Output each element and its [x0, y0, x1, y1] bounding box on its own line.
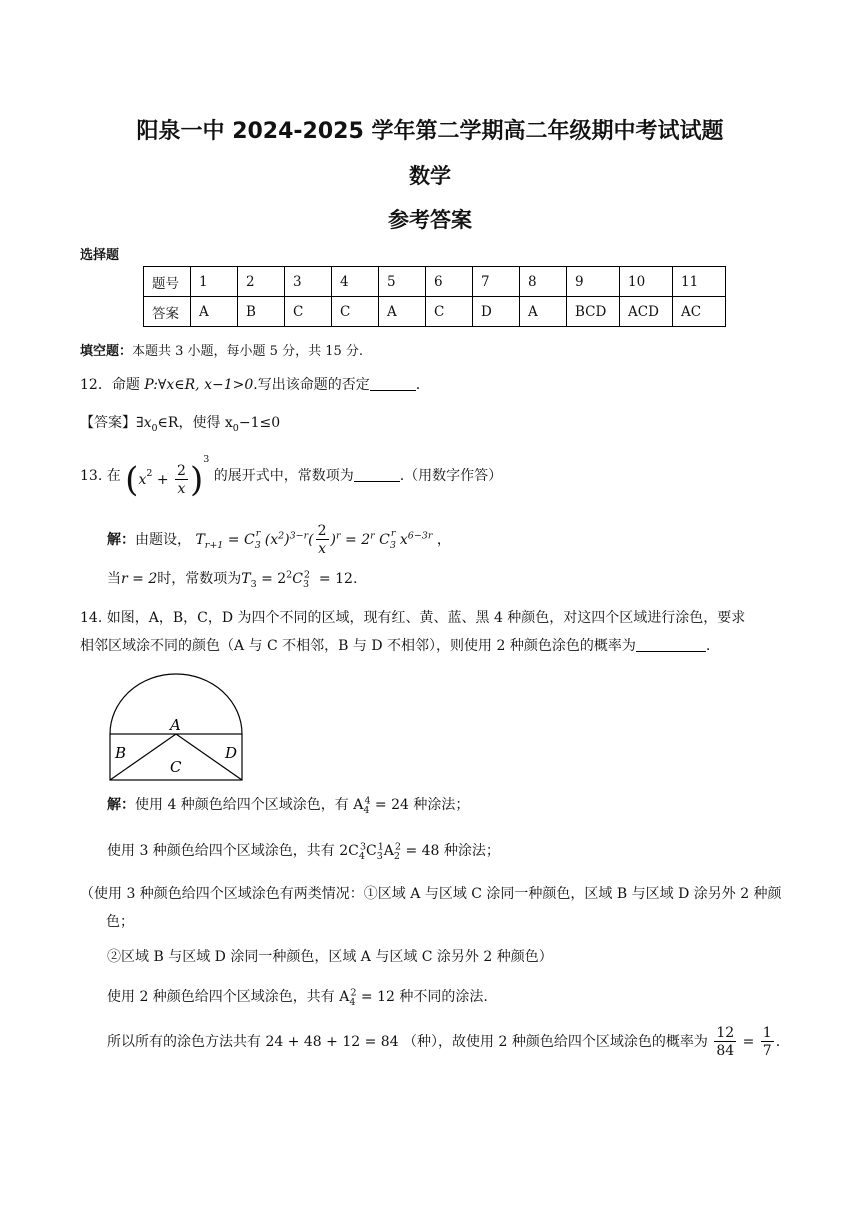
q13-solution-line-2: 当r = 2时，常数项为$T_3 = 2^2C_3^2 = 12$.: [107, 569, 358, 590]
question-12: [80, 374, 420, 394]
table-cell: A: [520, 297, 567, 327]
table-cell: 11: [673, 267, 726, 297]
q12-answer: 【答案】$\exists x_0\in R$，使得 $x_0-1\le 0$: [80, 415, 281, 434]
q13-stem-mid: 的展开式中，常数项为: [213, 468, 354, 484]
q13-r-value: r = 2: [121, 571, 158, 587]
q14-solution-label: 解：: [107, 797, 135, 813]
probability-fraction-raw: $\frac{12}{84}$: [716, 1025, 735, 1059]
question-14: [80, 604, 785, 660]
q12-proposition: P:∀x∈R, x−1>0: [144, 377, 254, 393]
q14-solution-1-text: 使用 4 种颜色给四个区域涂色，有: [135, 797, 354, 813]
table-cell: C: [426, 297, 473, 327]
fill-section-heading: [80, 340, 363, 359]
table-row-answers: [144, 297, 726, 327]
table-cell: 1: [191, 267, 238, 297]
table-cell: A: [191, 297, 238, 327]
q12-answer-part-b: ∈R，使得 x: [157, 415, 233, 431]
table-cell: B: [238, 297, 285, 327]
table-cell: 6: [426, 267, 473, 297]
q14-solution-line-1: 解：使用 4 种颜色给四个区域涂色，有 $A_4^4 = 24$ 种涂法；: [107, 795, 470, 816]
q13-stem-end: .（用数字作答）: [399, 468, 503, 484]
q13-when-label: 当: [107, 571, 121, 587]
q14-solution-5-text: 使用 2 种颜色给四个区域涂色，共有: [107, 989, 340, 1005]
q14-answer-blank: [636, 637, 706, 652]
table-cell: AC: [673, 297, 726, 327]
q14-solution-note-1: [80, 880, 788, 936]
q14-region-diagram: [108, 672, 244, 784]
q14-stem-end: .: [705, 638, 711, 654]
q14-solution-line-2: 使用 3 种颜色给四个区域涂色，共有 $2C_4^3C_3^1A_2^2 = 48$ 种涂法；: [107, 841, 500, 862]
q14-stem-line-2-text: 相邻区域涂不同的颜色（A 与 C 不相邻，B 与 D 不相邻），则使用 2 种颜色涂色的概率为: [80, 638, 636, 654]
q14-solution-line-5: 使用 2 种颜色给四个区域涂色，共有 $A_4^2 = 12$ 种不同的涂法.: [107, 987, 488, 1008]
q13-stem-start: 13. 在: [80, 468, 121, 484]
q13-solution-label: 解：: [107, 532, 135, 548]
fill-section-label: 填空题：: [80, 344, 133, 359]
table-cell: ACD: [620, 297, 673, 327]
table-cell: 5: [379, 267, 426, 297]
q14-stem-line-2: [80, 632, 785, 660]
q13-term-symbol: T: [241, 571, 251, 587]
region-label-d: D: [225, 744, 238, 762]
q14-solution-2-end: 种涂法；: [439, 843, 500, 859]
q13-general-term-formula: $T_{r+1} = C_3^r$ $(x^2)^{3-r}$( $\frac{2}{x}$ )$^r = 2^r$ $C_3^r$ $x^{6-3r}$: [195, 523, 433, 557]
region-label-a: A: [170, 716, 181, 734]
region-label-b: B: [115, 744, 127, 762]
q14-solution-5-end: 种不同的涂法.: [394, 989, 488, 1005]
document-title: 阳泉一中 2024-2025 学年第二学期高二年级期中考试试题: [136, 119, 724, 144]
table-cell: D: [473, 297, 520, 327]
q14-solution-1-value: = 24: [370, 797, 409, 813]
q14-stem-line-1: 14. 如图，A，B，C，D 为四个不同的区域，现有红、黄、蓝、黑 4 种颜色，对这四个区域进行涂色，要求: [80, 610, 746, 626]
table-cell: 4: [332, 267, 379, 297]
q12-answer-part-a: ∃x: [136, 415, 152, 431]
table-row-numbers: [144, 267, 726, 297]
fill-section-desc: 本题共 3 小题，每小题 5 分，共 15 分.: [132, 344, 364, 359]
q14-solution-note-1-text: （使用 3 种颜色给四个区域涂色有两类情况：①区域 A 与区域 C 涂同一种颜色，区域 B 与区域 D 涂另外 2 种颜色；: [80, 886, 782, 930]
answer-key-title: 参考答案: [388, 208, 472, 232]
q12-stem-start: 12．命题: [80, 377, 140, 393]
q13-binomial-expression: ($x^2$ + $\frac{2}{x}$ )$^3$: [125, 454, 210, 500]
table-cell: A: [379, 297, 426, 327]
table-cell: 3: [285, 267, 332, 297]
table-cell: C: [332, 297, 379, 327]
choice-section-label: 选择题: [80, 248, 120, 263]
q14-solution-note-2: ②区域 B 与区域 D 涂同一种颜色，区域 A 与区域 C 涂另外 2 种颜色）: [107, 949, 553, 965]
question-13: [80, 452, 502, 500]
q14-solution-1-end: 种涂法；: [408, 797, 470, 813]
q14-solution-2-text: 使用 3 种颜色给四个区域涂色，共有: [107, 843, 340, 859]
table-cell: 7: [473, 267, 520, 297]
table-cell: 10: [620, 267, 673, 297]
table-cell: 2: [238, 267, 285, 297]
table-cell: C: [285, 297, 332, 327]
q13-result: = 12: [314, 571, 353, 587]
q13-term-power: = 2: [256, 571, 287, 587]
table-cell: 8: [520, 267, 567, 297]
q14-solution-2-value: = 48: [401, 843, 440, 859]
q14-solution-line-6: 所以所有的涂色方法共有 24 + 48 + 12 = 84 （种），故使用 2 种颜色给四个区域涂色的概率为 $\frac{12}{84}$ = $\frac{1}{7}$ .: [107, 1025, 781, 1059]
q12-answer-blank: [370, 376, 416, 391]
table-head-cell: 题号: [144, 267, 191, 297]
q13-solution-line-1: 解：由题设， $T_{r+1} = C_3^r$ $(x^2)^{3-r}$( $\frac{2}{x}$ )$^r = 2^r$ $C_3^r$ $x^{6-3r}$ ，: [107, 523, 451, 557]
q13-period: .: [352, 571, 358, 587]
q12-answer-tag: 【答案】: [80, 415, 136, 431]
q14-solution-5-value: = 12: [356, 989, 395, 1005]
q12-stem-end: .: [415, 377, 421, 393]
probability-fraction-simplified: $\frac{1}{7}$: [762, 1025, 772, 1059]
region-label-c: C: [170, 758, 182, 776]
subject-title: 数学: [409, 164, 451, 188]
q13-solution-intro: 由题设，: [135, 532, 191, 548]
table-cell: BCD: [567, 297, 620, 327]
choice-answer-table: [143, 266, 726, 327]
table-head-cell: 答案: [144, 297, 191, 327]
q14-solution-6-text: 所以所有的涂色方法共有 24 + 48 + 12 = 84 （种），故使用 2 种颜色给四个区域涂色的概率为: [107, 1034, 708, 1050]
table-cell: 9: [567, 267, 620, 297]
q13-answer-blank: [354, 467, 400, 482]
q12-stem-mid: .写出该命题的否定: [253, 377, 370, 393]
q12-answer-part-c: −1≤0: [238, 415, 281, 431]
q13-constant-term-label: 时，常数项为: [157, 571, 242, 587]
